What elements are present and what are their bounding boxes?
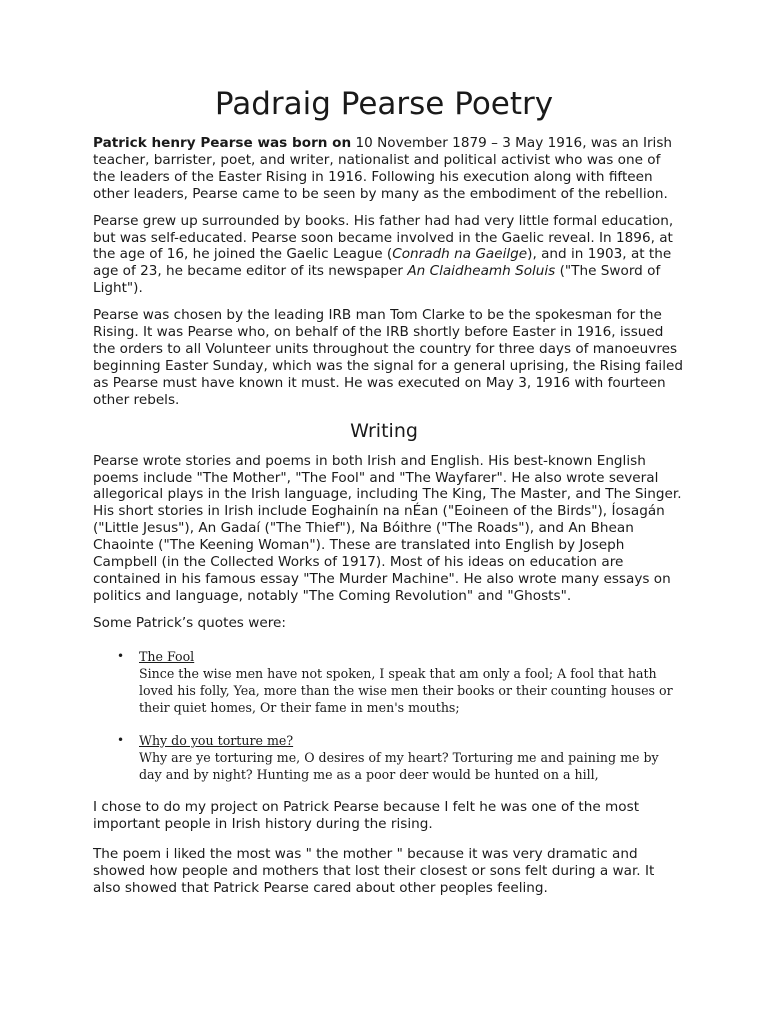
- bullet-icon: •: [117, 648, 125, 663]
- document-body: [93, 135, 683, 907]
- childhood-paragraph: [93, 213, 683, 298]
- intro-text: 10 November 1879 – 3 May 1916, was an Irish teacher, barrister, poet, and writer, nationalist and political activist who was one of the leaders of the Easter Rising in 1916. Following his execution along with fifteen other leaders, Pearse came to be seen by many as the embodiment of the rebellion.: [93, 135, 673, 202]
- closing-paragraph-project: I chose to do my project on Patrick Pearse because I felt he was one of the most important people in Irish history during the rising.: [93, 798, 640, 832]
- writing-paragraph: Pearse wrote stories and poems in both Irish and English. His best-known English poems include "The Mother", "The Fool" and "The Wayfarer". He also wrote several allegorical plays in the Irish language, including The King, The Master, and The Singer. His short stories in Irish include Eoghainín na nÉan ("Eoineen of the Birds"), Íosagán ("Little Jesus"), An Gadaí ("The Thief"), Na Bóithre ("The Roads"), and An Bhean Chaointe ("The Keening Woman"). These are translated into English by Joseph Campbell (in the Collected Works of 1917). Most of his ideas on education are contained in his famous essay "The Murder Machine". He also wrote many essays on politics and language, notably "The Coming Revolution" and "Ghosts".: [93, 452, 682, 604]
- intro-bold-lead: Patrick henry Pearse was born on: [93, 135, 352, 151]
- closing-paragraph-poem: The poem i liked the most was " the mother " because it was very dramatic and showed how people and mothers that lost their closest or sons felt during a war. It also showed that Patrick Pearse cared about other peoples feeling.: [93, 846, 655, 897]
- quote-title: The Fool: [139, 648, 195, 664]
- section-heading-writing: Writing: [350, 419, 418, 442]
- list-item: [93, 732, 683, 783]
- quotes-list: [93, 648, 683, 783]
- intro-paragraph: [93, 135, 683, 203]
- page-title: Padraig Pearse Poetry: [214, 86, 554, 122]
- rising-paragraph: Pearse was chosen by the leading IRB man Tom Clarke to be the spokesman for the Rising. It was Pearse who, on behalf of the IRB shortly before Easter in 1916, issued the orders to all Volunteer units throughout the country for three days of manoeuvres beginning Easter Sunday, which was the signal for a general uprising, the Rising failed as Pearse must have known it must. He was executed on May 3, 1916 with fourteen other rebels.: [93, 307, 683, 408]
- childhood-text-a: Pearse grew up surrounded by books. His father had had very little formal education, but was self-educated. Pearse soon became involved in the Gaelic reveal. In 1896, at the age of 16, he joined the Gaelic League (: [93, 212, 674, 263]
- quotes-intro: Some Patrick’s quotes were:: [93, 614, 286, 631]
- quote-title: Why do you torture me?: [139, 732, 294, 748]
- list-item: [93, 648, 683, 716]
- childhood-text-b: ), and in 1903, at the age of 23, he became editor of its newspaper: [93, 246, 672, 280]
- quote-text: Since the wise men have not spoken, I speak that am only a fool; A fool that hath loved his folly, Yea, more than the wise men their books or their counting houses or their quiet homes, Or their fame in men's mouths;: [139, 665, 673, 715]
- bullet-icon: •: [117, 732, 125, 747]
- childhood-italic-gaelic-league: Conradh na Gaeilge: [392, 246, 528, 263]
- childhood-text-c: ("The Sword of Light").: [93, 263, 661, 297]
- quote-text: Why are ye torturing me, O desires of my heart? Torturing me and paining me by day and by night? Hunting me as a poor deer would be hunted on a hill,: [139, 749, 659, 782]
- childhood-italic-newspaper: An Claidheamh Soluis: [407, 263, 556, 280]
